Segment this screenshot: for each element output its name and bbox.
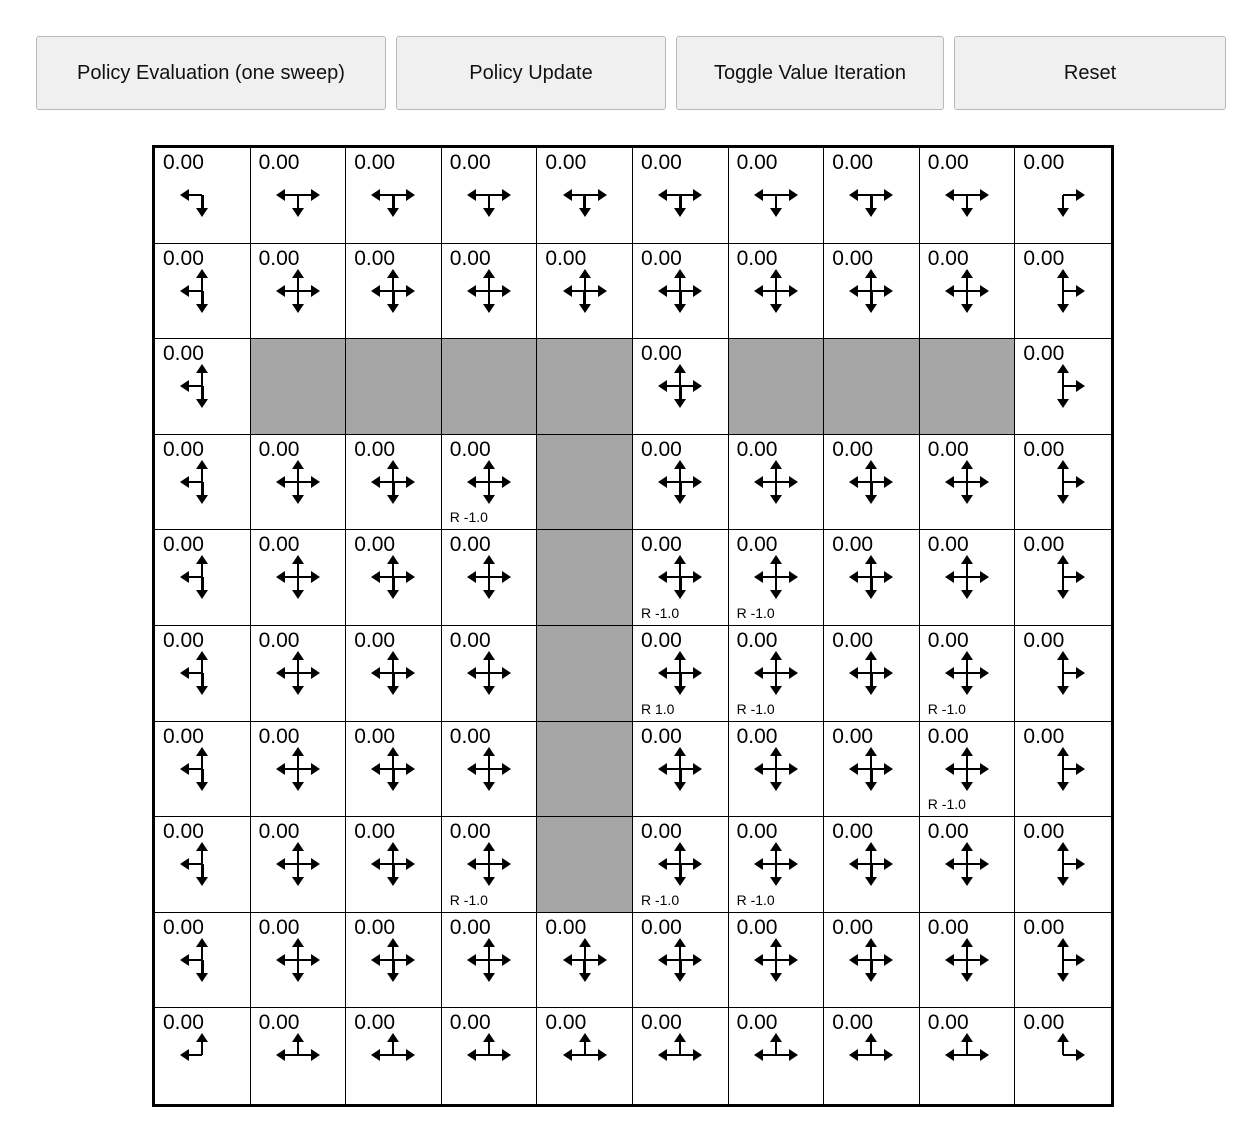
cell-value: 0.00 bbox=[449, 1011, 491, 1035]
policy-arrows bbox=[920, 174, 1015, 216]
grid-cell[interactable] bbox=[729, 817, 825, 913]
grid-cell[interactable] bbox=[633, 1008, 729, 1104]
cell-value: 0.00 bbox=[449, 533, 491, 557]
policy-arrows bbox=[729, 174, 824, 216]
policy-arrows bbox=[633, 174, 728, 216]
grid-cell[interactable] bbox=[824, 913, 920, 1009]
grid-cell[interactable] bbox=[729, 626, 825, 722]
policy-arrows bbox=[824, 1034, 919, 1076]
grid-cell[interactable] bbox=[1015, 435, 1111, 531]
cell-value: 0.00 bbox=[258, 1011, 300, 1035]
cell-value: 0.00 bbox=[258, 724, 300, 748]
policy-arrows bbox=[824, 843, 919, 885]
grid-cell[interactable] bbox=[251, 722, 347, 818]
cell-value: 0.00 bbox=[1023, 342, 1065, 366]
policy-arrows bbox=[633, 556, 728, 598]
cell-reward: R -1.0 bbox=[736, 700, 775, 717]
grid-cell[interactable] bbox=[251, 244, 347, 340]
cell-value: 0.00 bbox=[354, 1011, 396, 1035]
cell-value: 0.00 bbox=[736, 246, 778, 270]
policy-arrows bbox=[155, 843, 250, 885]
grid-cell-wall[interactable] bbox=[729, 339, 825, 435]
grid-cell[interactable] bbox=[442, 530, 538, 626]
policy-arrows bbox=[729, 652, 824, 694]
grid-cell-wall[interactable] bbox=[251, 339, 347, 435]
grid-cell[interactable] bbox=[633, 913, 729, 1009]
grid-cell[interactable] bbox=[920, 148, 1016, 244]
cell-value: 0.00 bbox=[163, 724, 204, 748]
cell-value: 0.00 bbox=[449, 628, 491, 652]
cell-value: 0.00 bbox=[736, 628, 778, 652]
cell-reward: R -1.0 bbox=[449, 891, 488, 908]
cell-value: 0.00 bbox=[354, 246, 396, 270]
grid-cell[interactable] bbox=[346, 722, 442, 818]
grid-cell[interactable] bbox=[729, 913, 825, 1009]
grid-cell[interactable] bbox=[824, 530, 920, 626]
cell-value: 0.00 bbox=[832, 533, 874, 557]
policy-arrows bbox=[824, 748, 919, 790]
grid-cell[interactable] bbox=[633, 817, 729, 913]
cell-value: 0.00 bbox=[832, 915, 874, 939]
cell-value: 0.00 bbox=[354, 724, 396, 748]
policy-arrows bbox=[251, 461, 346, 503]
policy-arrows bbox=[824, 174, 919, 216]
grid-cell[interactable] bbox=[155, 435, 251, 531]
policy-arrows bbox=[251, 556, 346, 598]
cell-value: 0.00 bbox=[640, 151, 682, 174]
grid-cell[interactable] bbox=[633, 530, 729, 626]
cell-value: 0.00 bbox=[354, 151, 396, 174]
grid-cell[interactable] bbox=[920, 913, 1016, 1009]
cell-value: 0.00 bbox=[832, 437, 874, 461]
policy-arrows bbox=[155, 939, 250, 981]
policy-arrows bbox=[920, 939, 1015, 981]
grid-cell[interactable] bbox=[155, 244, 251, 340]
grid-cell[interactable] bbox=[920, 722, 1016, 818]
cell-value: 0.00 bbox=[736, 724, 778, 748]
policy-arrows bbox=[1015, 748, 1111, 790]
grid-cell[interactable] bbox=[537, 1008, 633, 1104]
grid-cell-wall[interactable] bbox=[537, 339, 633, 435]
cell-value: 0.00 bbox=[1023, 1011, 1065, 1035]
cell-value: 0.00 bbox=[449, 820, 491, 844]
policy-arrows bbox=[346, 270, 441, 312]
cell-reward: R -1.0 bbox=[640, 604, 680, 621]
grid-cell[interactable] bbox=[251, 817, 347, 913]
cell-value: 0.00 bbox=[163, 246, 204, 270]
grid-cell[interactable] bbox=[251, 435, 347, 531]
cell-value: 0.00 bbox=[1023, 915, 1065, 939]
policy-arrows bbox=[346, 461, 441, 503]
cell-value: 0.00 bbox=[1023, 246, 1065, 270]
cell-value: 0.00 bbox=[832, 246, 874, 270]
grid-cell[interactable] bbox=[729, 530, 825, 626]
policy-arrows bbox=[442, 270, 537, 312]
policy-arrows bbox=[155, 652, 250, 694]
cell-value: 0.00 bbox=[736, 533, 778, 557]
cell-value: 0.00 bbox=[927, 915, 969, 939]
cell-value: 0.00 bbox=[258, 246, 300, 270]
policy-arrows bbox=[251, 174, 346, 216]
grid-cell[interactable] bbox=[155, 626, 251, 722]
policy-arrows bbox=[155, 556, 250, 598]
grid-cell[interactable] bbox=[824, 817, 920, 913]
grid-cell[interactable] bbox=[155, 722, 251, 818]
cell-value: 0.00 bbox=[354, 533, 396, 557]
policy-arrows bbox=[729, 461, 824, 503]
policy-arrows bbox=[633, 365, 728, 407]
grid-cell[interactable] bbox=[920, 1008, 1016, 1104]
cell-value: 0.00 bbox=[927, 437, 969, 461]
cell-value: 0.00 bbox=[449, 437, 491, 461]
cell-value: 0.00 bbox=[163, 437, 204, 461]
policy-arrows bbox=[824, 270, 919, 312]
grid-cell[interactable] bbox=[920, 244, 1016, 340]
policy-arrows bbox=[729, 939, 824, 981]
cell-value: 0.00 bbox=[449, 246, 491, 270]
grid-cell[interactable] bbox=[920, 435, 1016, 531]
grid-cell-wall[interactable] bbox=[920, 339, 1016, 435]
cell-value: 0.00 bbox=[163, 1011, 204, 1035]
grid-cell[interactable] bbox=[155, 530, 251, 626]
policy-arrows bbox=[251, 270, 346, 312]
grid-cell[interactable] bbox=[729, 1008, 825, 1104]
grid-cell[interactable] bbox=[346, 913, 442, 1009]
policy-arrows bbox=[729, 1034, 824, 1076]
cell-value: 0.00 bbox=[832, 820, 874, 844]
policy-arrows bbox=[442, 1034, 537, 1076]
policy-arrows bbox=[729, 556, 824, 598]
grid-cell[interactable] bbox=[729, 148, 825, 244]
cell-value: 0.00 bbox=[354, 915, 396, 939]
policy-update-button[interactable]: Policy Update bbox=[396, 36, 666, 110]
grid-cell[interactable] bbox=[346, 148, 442, 244]
grid-cell[interactable] bbox=[633, 435, 729, 531]
policy-arrows bbox=[155, 270, 250, 312]
policy-arrows bbox=[824, 939, 919, 981]
cell-value: 0.00 bbox=[449, 915, 491, 939]
cell-value: 0.00 bbox=[832, 628, 874, 652]
grid-cell[interactable] bbox=[537, 913, 633, 1009]
grid-cell[interactable] bbox=[1015, 913, 1111, 1009]
policy-arrows bbox=[633, 843, 728, 885]
cell-value: 0.00 bbox=[640, 628, 682, 652]
grid-cell[interactable] bbox=[1015, 148, 1111, 244]
grid-cell[interactable] bbox=[824, 148, 920, 244]
policy-arrows bbox=[155, 365, 250, 407]
policy-arrows bbox=[346, 556, 441, 598]
cell-value: 0.00 bbox=[258, 151, 300, 174]
grid-cell[interactable] bbox=[729, 435, 825, 531]
policy-arrows bbox=[537, 1034, 632, 1076]
cell-value: 0.00 bbox=[736, 437, 778, 461]
grid-cell[interactable] bbox=[633, 148, 729, 244]
grid-cell[interactable] bbox=[346, 435, 442, 531]
cell-reward: R -1.0 bbox=[449, 509, 488, 526]
grid-cell[interactable] bbox=[442, 148, 538, 244]
policy-arrows bbox=[346, 939, 441, 981]
cell-value: 0.00 bbox=[927, 533, 969, 557]
policy-arrows bbox=[251, 748, 346, 790]
policy-evaluation-button[interactable]: Policy Evaluation (one sweep) bbox=[36, 36, 386, 110]
cell-value: 0.00 bbox=[640, 533, 682, 557]
policy-arrows bbox=[633, 1034, 728, 1076]
cell-value: 0.00 bbox=[354, 820, 396, 844]
cell-reward: R 1.0 bbox=[640, 700, 675, 717]
grid-cell[interactable] bbox=[346, 530, 442, 626]
grid-cell[interactable] bbox=[442, 817, 538, 913]
grid-cell-wall[interactable] bbox=[537, 626, 633, 722]
policy-arrows bbox=[155, 461, 250, 503]
grid-cell-wall[interactable] bbox=[824, 339, 920, 435]
toolbar bbox=[0, 0, 1258, 140]
cell-value: 0.00 bbox=[163, 533, 204, 557]
policy-arrows bbox=[824, 652, 919, 694]
grid-cell[interactable] bbox=[155, 817, 251, 913]
policy-arrows bbox=[1015, 270, 1111, 312]
cell-value: 0.00 bbox=[832, 151, 874, 174]
grid-cell[interactable] bbox=[155, 913, 251, 1009]
policy-arrows bbox=[1015, 461, 1111, 503]
grid-cell[interactable] bbox=[729, 722, 825, 818]
cell-value: 0.00 bbox=[736, 1011, 778, 1035]
policy-arrows bbox=[729, 843, 824, 885]
cell-value: 0.00 bbox=[1023, 533, 1065, 557]
policy-arrows bbox=[633, 939, 728, 981]
cell-value: 0.00 bbox=[736, 915, 778, 939]
grid-cell[interactable] bbox=[633, 244, 729, 340]
policy-arrows bbox=[442, 461, 537, 503]
grid-cell[interactable] bbox=[346, 244, 442, 340]
grid-cell[interactable] bbox=[442, 435, 538, 531]
cell-value: 0.00 bbox=[736, 151, 778, 174]
cell-reward: R -1.0 bbox=[736, 604, 775, 621]
policy-arrows bbox=[920, 556, 1015, 598]
cell-value: 0.00 bbox=[163, 342, 204, 366]
cell-value: 0.00 bbox=[258, 437, 300, 461]
policy-arrows bbox=[1015, 1034, 1111, 1076]
cell-reward: R -1.0 bbox=[927, 796, 966, 813]
cell-value: 0.00 bbox=[640, 246, 682, 270]
cell-value: 0.00 bbox=[927, 151, 969, 174]
policy-arrows bbox=[442, 843, 537, 885]
grid-cell[interactable] bbox=[1015, 817, 1111, 913]
policy-arrows bbox=[537, 270, 632, 312]
cell-value: 0.00 bbox=[258, 628, 300, 652]
cell-reward: R -1.0 bbox=[736, 891, 775, 908]
cell-value: 0.00 bbox=[927, 820, 969, 844]
policy-arrows bbox=[920, 843, 1015, 885]
reset-button[interactable]: Reset bbox=[954, 36, 1226, 110]
policy-arrows bbox=[729, 270, 824, 312]
grid-cell[interactable] bbox=[251, 913, 347, 1009]
grid-cell-wall[interactable] bbox=[537, 530, 633, 626]
grid-cell-wall[interactable] bbox=[346, 339, 442, 435]
cell-value: 0.00 bbox=[1023, 820, 1065, 844]
grid-cell[interactable] bbox=[251, 148, 347, 244]
grid-cell[interactable] bbox=[346, 626, 442, 722]
cell-value: 0.00 bbox=[163, 151, 204, 174]
grid-cell[interactable] bbox=[824, 722, 920, 818]
grid-cell[interactable] bbox=[537, 244, 633, 340]
cell-reward: R -1.0 bbox=[640, 891, 680, 908]
policy-arrows bbox=[155, 748, 250, 790]
gridworld-grid bbox=[152, 145, 1114, 1107]
cell-value: 0.00 bbox=[545, 246, 587, 270]
grid-cell[interactable] bbox=[346, 817, 442, 913]
policy-arrows bbox=[920, 652, 1015, 694]
policy-arrows bbox=[824, 461, 919, 503]
grid-cell-wall[interactable] bbox=[537, 435, 633, 531]
grid-cell[interactable] bbox=[824, 1008, 920, 1104]
policy-arrows bbox=[920, 1034, 1015, 1076]
toggle-value-iteration-button[interactable]: Toggle Value Iteration bbox=[676, 36, 944, 110]
cell-value: 0.00 bbox=[640, 342, 682, 366]
cell-value: 0.00 bbox=[163, 915, 204, 939]
policy-arrows bbox=[346, 748, 441, 790]
policy-arrows bbox=[251, 843, 346, 885]
cell-value: 0.00 bbox=[640, 1011, 682, 1035]
grid-cell[interactable] bbox=[920, 817, 1016, 913]
policy-arrows bbox=[1015, 652, 1111, 694]
cell-value: 0.00 bbox=[449, 724, 491, 748]
cell-value: 0.00 bbox=[736, 820, 778, 844]
grid-cell[interactable] bbox=[155, 339, 251, 435]
policy-arrows bbox=[633, 652, 728, 694]
cell-value: 0.00 bbox=[258, 533, 300, 557]
policy-arrows bbox=[537, 939, 632, 981]
policy-arrows bbox=[346, 652, 441, 694]
cell-value: 0.00 bbox=[163, 628, 204, 652]
grid-cell[interactable] bbox=[633, 626, 729, 722]
grid-cell[interactable] bbox=[442, 244, 538, 340]
grid-cell[interactable] bbox=[442, 913, 538, 1009]
policy-arrows bbox=[155, 1034, 250, 1076]
grid-cell[interactable] bbox=[1015, 626, 1111, 722]
grid-cell[interactable] bbox=[729, 244, 825, 340]
grid-cell[interactable] bbox=[1015, 244, 1111, 340]
policy-arrows bbox=[824, 556, 919, 598]
policy-arrows bbox=[920, 748, 1015, 790]
policy-arrows bbox=[251, 1034, 346, 1076]
policy-arrows bbox=[633, 270, 728, 312]
policy-arrows bbox=[346, 174, 441, 216]
cell-value: 0.00 bbox=[258, 820, 300, 844]
cell-value: 0.00 bbox=[545, 151, 587, 174]
policy-arrows bbox=[442, 748, 537, 790]
cell-value: 0.00 bbox=[927, 1011, 969, 1035]
grid-cell[interactable] bbox=[537, 148, 633, 244]
cell-value: 0.00 bbox=[1023, 437, 1065, 461]
cell-value: 0.00 bbox=[1023, 151, 1065, 174]
cell-value: 0.00 bbox=[545, 915, 587, 939]
cell-value: 0.00 bbox=[640, 915, 682, 939]
policy-arrows bbox=[251, 939, 346, 981]
cell-value: 0.00 bbox=[449, 151, 491, 174]
cell-value: 0.00 bbox=[1023, 724, 1065, 748]
policy-arrows bbox=[1015, 939, 1111, 981]
grid-cells-container bbox=[155, 148, 1111, 1104]
grid-cell[interactable] bbox=[824, 244, 920, 340]
policy-arrows bbox=[920, 270, 1015, 312]
cell-value: 0.00 bbox=[258, 915, 300, 939]
policy-arrows bbox=[1015, 365, 1111, 407]
grid-cell[interactable] bbox=[633, 339, 729, 435]
cell-value: 0.00 bbox=[832, 1011, 874, 1035]
grid-cell[interactable] bbox=[155, 1008, 251, 1104]
grid-cell-wall[interactable] bbox=[442, 339, 538, 435]
cell-value: 0.00 bbox=[640, 724, 682, 748]
policy-arrows bbox=[346, 843, 441, 885]
cell-value: 0.00 bbox=[545, 1011, 587, 1035]
policy-arrows bbox=[633, 461, 728, 503]
policy-arrows bbox=[442, 174, 537, 216]
cell-value: 0.00 bbox=[832, 724, 874, 748]
grid-cell[interactable] bbox=[1015, 722, 1111, 818]
grid-cell[interactable] bbox=[155, 148, 251, 244]
cell-value: 0.00 bbox=[640, 820, 682, 844]
cell-value: 0.00 bbox=[927, 628, 969, 652]
grid-cell[interactable] bbox=[1015, 530, 1111, 626]
policy-arrows bbox=[442, 939, 537, 981]
policy-arrows bbox=[633, 748, 728, 790]
policy-arrows bbox=[920, 461, 1015, 503]
grid-cell[interactable] bbox=[920, 626, 1016, 722]
cell-value: 0.00 bbox=[354, 437, 396, 461]
grid-cell[interactable] bbox=[442, 1008, 538, 1104]
policy-arrows bbox=[729, 748, 824, 790]
grid-cell[interactable] bbox=[442, 722, 538, 818]
cell-reward: R -1.0 bbox=[927, 700, 966, 717]
grid-cell[interactable] bbox=[824, 435, 920, 531]
policy-arrows bbox=[251, 652, 346, 694]
cell-value: 0.00 bbox=[640, 437, 682, 461]
grid-cell[interactable] bbox=[824, 626, 920, 722]
policy-arrows bbox=[537, 174, 632, 216]
policy-arrows bbox=[1015, 556, 1111, 598]
policy-arrows bbox=[1015, 174, 1111, 216]
grid-cell[interactable] bbox=[633, 722, 729, 818]
cell-value: 0.00 bbox=[1023, 628, 1065, 652]
policy-arrows bbox=[346, 1034, 441, 1076]
grid-cell[interactable] bbox=[251, 626, 347, 722]
grid-cell[interactable] bbox=[251, 1008, 347, 1104]
grid-cell[interactable] bbox=[442, 626, 538, 722]
cell-value: 0.00 bbox=[927, 246, 969, 270]
grid-cell-wall[interactable] bbox=[537, 722, 633, 818]
grid-cell-wall[interactable] bbox=[537, 817, 633, 913]
grid-cell[interactable] bbox=[251, 530, 347, 626]
policy-arrows bbox=[442, 652, 537, 694]
cell-value: 0.00 bbox=[163, 820, 204, 844]
cell-value: 0.00 bbox=[354, 628, 396, 652]
policy-arrows bbox=[155, 174, 250, 216]
grid-cell[interactable] bbox=[346, 1008, 442, 1104]
cell-value: 0.00 bbox=[927, 724, 969, 748]
grid-cell[interactable] bbox=[1015, 339, 1111, 435]
grid-cell[interactable] bbox=[1015, 1008, 1111, 1104]
policy-arrows bbox=[442, 556, 537, 598]
grid-cell[interactable] bbox=[920, 530, 1016, 626]
policy-arrows bbox=[1015, 843, 1111, 885]
